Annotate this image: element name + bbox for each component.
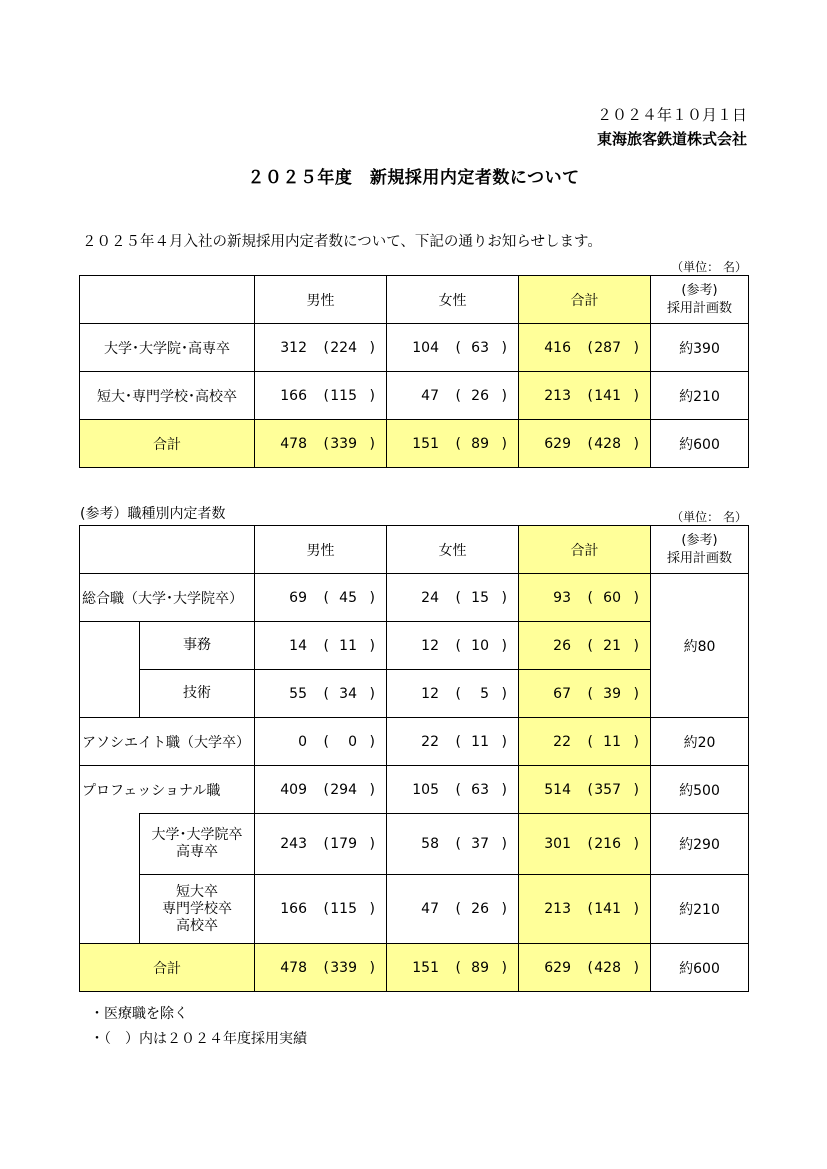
summary-table	[79, 275, 749, 468]
value: 104	[412, 339, 439, 356]
corner-cell	[80, 526, 255, 574]
paren-close: )	[633, 733, 639, 750]
value: 47	[421, 901, 439, 917]
paren-close: )	[633, 836, 639, 852]
table-row	[80, 324, 749, 372]
paren-close: )	[633, 959, 639, 976]
value: 22	[553, 733, 571, 750]
total-cell	[519, 372, 651, 420]
paren-close: )	[369, 781, 375, 798]
prev-value: 11	[339, 637, 357, 654]
male-header: 男性	[255, 276, 387, 324]
plan-cell: 約600	[651, 944, 749, 992]
paren-close: )	[369, 589, 375, 606]
prev-value: 89	[471, 435, 489, 452]
paren-close: )	[633, 339, 639, 356]
indent-cell	[80, 814, 140, 944]
paren-close: )	[369, 901, 375, 917]
paren-open: (	[455, 959, 461, 976]
prev-value: 60	[603, 589, 621, 606]
total-row	[80, 420, 749, 468]
page-title: ２０２５年度 新規採用内定者数について	[247, 168, 580, 188]
plan-header-line2: 採用計画数	[666, 550, 732, 566]
male-cell	[255, 766, 387, 814]
prev-value: 115	[330, 901, 357, 917]
paren-open: (	[587, 901, 593, 917]
paren-close: )	[369, 836, 375, 852]
value: 47	[421, 387, 439, 404]
value: 93	[553, 589, 571, 606]
paren-open: (	[587, 435, 593, 452]
paren-open: (	[455, 589, 461, 606]
prev-value: 224	[330, 339, 357, 356]
row-label	[140, 814, 255, 875]
row-label-line1: 短大卒	[176, 883, 218, 900]
plan-header-line1: (参考)	[681, 282, 718, 298]
male-cell	[255, 944, 387, 992]
paren-close: )	[501, 781, 507, 798]
male-cell	[255, 814, 387, 875]
plan-cell: 約210	[651, 372, 749, 420]
plan-header-line1: (参考)	[681, 532, 718, 548]
value: 416	[544, 339, 571, 356]
prev-value: 26	[471, 387, 489, 404]
unit-label-2: （単位： 名）	[671, 510, 747, 524]
prev-value: 10	[471, 637, 489, 654]
plan-cell: 約80	[651, 574, 749, 718]
value: 69	[289, 589, 307, 606]
female-cell	[387, 324, 519, 372]
prev-value: 11	[471, 733, 489, 750]
paren-close: )	[369, 959, 375, 976]
paren-close: )	[501, 589, 507, 606]
job-type-table	[79, 525, 749, 992]
male-cell	[255, 622, 387, 670]
table-row	[80, 875, 749, 944]
prev-value: 63	[471, 781, 489, 798]
value: 213	[544, 901, 571, 917]
plan-cell: 約500	[651, 766, 749, 814]
total-cell	[519, 814, 651, 875]
plan-header-line2: 採用計画数	[666, 300, 732, 316]
value: 58	[421, 836, 439, 852]
paren-open: (	[323, 387, 329, 404]
plan-cell: 約290	[651, 814, 749, 875]
paren-close: )	[633, 685, 639, 702]
paren-close: )	[633, 387, 639, 404]
corner-cell	[80, 276, 255, 324]
paren-open: (	[455, 733, 461, 750]
value: 166	[280, 901, 307, 917]
prev-value: 339	[330, 959, 357, 976]
prev-value: 179	[330, 836, 357, 852]
company-name: 東海旅客鉄道株式会社	[596, 130, 747, 148]
value: 55	[289, 685, 307, 702]
paren-open: (	[323, 781, 329, 798]
male-cell	[255, 670, 387, 718]
issue-date: ２０２４年１０月１日	[596, 106, 747, 124]
total-cell	[519, 766, 651, 814]
total-header: 合計	[519, 526, 651, 574]
total-cell	[519, 718, 651, 766]
total-cell	[519, 420, 651, 468]
paren-open: (	[455, 435, 461, 452]
row-label: 短大･専門学校･高校卒	[80, 372, 255, 420]
value: 22	[421, 733, 439, 750]
paren-open: (	[323, 733, 329, 750]
prev-value: 0	[348, 733, 357, 750]
paren-close: )	[369, 733, 375, 750]
paren-open: (	[587, 836, 593, 852]
value: 151	[412, 435, 439, 452]
paren-open: (	[323, 685, 329, 702]
row-label-line2: 専門学校卒	[162, 900, 232, 917]
value: 12	[421, 637, 439, 654]
prev-value: 357	[594, 781, 621, 798]
female-cell	[387, 622, 519, 670]
paren-open: (	[587, 589, 593, 606]
paren-open: (	[323, 435, 329, 452]
paren-close: )	[633, 435, 639, 452]
female-cell	[387, 944, 519, 992]
value: 12	[421, 685, 439, 702]
table-row	[80, 372, 749, 420]
value: 478	[280, 959, 307, 976]
paren-open: (	[323, 836, 329, 852]
paren-open: (	[455, 387, 461, 404]
female-cell	[387, 718, 519, 766]
paren-close: )	[369, 387, 375, 404]
paren-open: (	[323, 589, 329, 606]
plan-cell: 約600	[651, 420, 749, 468]
paren-open: (	[587, 387, 593, 404]
table-row	[80, 814, 749, 875]
value: 213	[544, 387, 571, 404]
total-cell	[519, 670, 651, 718]
paren-close: )	[501, 836, 507, 852]
value: 478	[280, 435, 307, 452]
header-row	[80, 526, 749, 574]
prev-value: 141	[594, 901, 621, 917]
table-row	[80, 718, 749, 766]
row-label-line1: 大学･大学院卒	[151, 827, 243, 843]
paren-open: (	[323, 959, 329, 976]
table-row	[80, 766, 749, 814]
value: 312	[280, 339, 307, 356]
total-cell	[519, 944, 651, 992]
value: 24	[421, 589, 439, 606]
value: 243	[280, 836, 307, 852]
value: 67	[553, 685, 571, 702]
paren-close: )	[501, 901, 507, 917]
female-cell	[387, 420, 519, 468]
female-cell	[387, 766, 519, 814]
paren-close: )	[633, 901, 639, 917]
paren-close: )	[501, 435, 507, 452]
paren-close: )	[501, 637, 507, 654]
value: 629	[544, 959, 571, 976]
paren-open: (	[323, 901, 329, 917]
value: 514	[544, 781, 571, 798]
total-cell	[519, 622, 651, 670]
row-label: アソシエイト職（大学卒）	[80, 718, 255, 766]
paren-close: )	[501, 959, 507, 976]
row-label: 大学･大学院･高専卒	[80, 324, 255, 372]
note-previous-year: ・（ ）内は２０２４年度採用実績	[90, 1031, 307, 1047]
paren-open: (	[455, 339, 461, 356]
row-label: 総合職（大学･大学院卒）	[80, 574, 255, 622]
prev-value: 37	[471, 836, 489, 852]
row-label-line2: 高専卒	[176, 844, 218, 860]
prev-value: 141	[594, 387, 621, 404]
paren-open: (	[455, 901, 461, 917]
row-label: 事務	[140, 622, 255, 670]
paren-open: (	[455, 637, 461, 654]
paren-close: )	[633, 589, 639, 606]
male-cell	[255, 875, 387, 944]
male-cell	[255, 324, 387, 372]
female-header: 女性	[387, 276, 519, 324]
total-cell	[519, 574, 651, 622]
paren-close: )	[501, 339, 507, 356]
male-header: 男性	[255, 526, 387, 574]
paren-close: )	[501, 387, 507, 404]
prev-value: 428	[594, 435, 621, 452]
paren-open: (	[455, 685, 461, 702]
prev-value: 339	[330, 435, 357, 452]
value: 14	[289, 637, 307, 654]
total-row	[80, 944, 749, 992]
note-medical: ・医療職を除く	[90, 1006, 188, 1022]
prev-value: 294	[330, 781, 357, 798]
prev-value: 34	[339, 685, 357, 702]
paren-close: )	[369, 339, 375, 356]
prev-value: 115	[330, 387, 357, 404]
unit-label: （単位： 名）	[671, 260, 747, 274]
prev-value: 21	[603, 637, 621, 654]
paren-open: (	[587, 959, 593, 976]
paren-open: (	[323, 339, 329, 356]
male-cell	[255, 372, 387, 420]
male-cell	[255, 420, 387, 468]
value: 105	[412, 781, 439, 798]
paren-open: (	[587, 685, 593, 702]
paren-open: (	[587, 339, 593, 356]
row-label: 合計	[80, 420, 255, 468]
paren-close: )	[633, 781, 639, 798]
prev-value: 26	[471, 901, 489, 917]
table-row	[80, 670, 749, 718]
female-header: 女性	[387, 526, 519, 574]
paren-close: )	[369, 637, 375, 654]
prev-value: 287	[594, 339, 621, 356]
paren-open: (	[587, 637, 593, 654]
prev-value: 428	[594, 959, 621, 976]
row-label: 技術	[140, 670, 255, 718]
prev-value: 216	[594, 836, 621, 852]
value: 0	[298, 733, 307, 750]
table-row	[80, 622, 749, 670]
paren-open: (	[323, 637, 329, 654]
prev-value: 63	[471, 339, 489, 356]
female-cell	[387, 574, 519, 622]
intro-text: ２０２５年４月入社の新規採用内定者数について、下記の通りお知らせします。	[82, 234, 602, 250]
paren-close: )	[369, 435, 375, 452]
plan-header	[651, 526, 749, 574]
total-header: 合計	[519, 276, 651, 324]
value: 409	[280, 781, 307, 798]
paren-open: (	[455, 781, 461, 798]
prev-value: 45	[339, 589, 357, 606]
row-label	[140, 875, 255, 944]
female-cell	[387, 372, 519, 420]
female-cell	[387, 670, 519, 718]
paren-open: (	[587, 733, 593, 750]
indent-cell	[80, 622, 140, 718]
row-label: 合計	[80, 944, 255, 992]
total-cell	[519, 324, 651, 372]
header-row	[80, 276, 749, 324]
plan-cell: 約210	[651, 875, 749, 944]
value: 166	[280, 387, 307, 404]
row-label: プロフェッショナル職	[80, 766, 255, 814]
paren-close: )	[633, 637, 639, 654]
prev-value: 5	[480, 685, 489, 702]
prev-value: 15	[471, 589, 489, 606]
paren-close: )	[501, 685, 507, 702]
value: 151	[412, 959, 439, 976]
plan-cell: 約390	[651, 324, 749, 372]
value: 26	[553, 637, 571, 654]
female-cell	[387, 814, 519, 875]
male-cell	[255, 718, 387, 766]
prev-value: 11	[603, 733, 621, 750]
table2-caption: (参考）職種別内定者数	[80, 506, 226, 522]
prev-value: 39	[603, 685, 621, 702]
table-row	[80, 574, 749, 622]
paren-close: )	[369, 685, 375, 702]
prev-value: 89	[471, 959, 489, 976]
total-cell	[519, 875, 651, 944]
paren-open: (	[587, 781, 593, 798]
paren-close: )	[501, 733, 507, 750]
plan-header	[651, 276, 749, 324]
paren-open: (	[455, 836, 461, 852]
plan-cell: 約20	[651, 718, 749, 766]
value: 629	[544, 435, 571, 452]
female-cell	[387, 875, 519, 944]
male-cell	[255, 574, 387, 622]
value: 301	[544, 836, 571, 852]
row-label-line3: 高校卒	[176, 917, 218, 934]
